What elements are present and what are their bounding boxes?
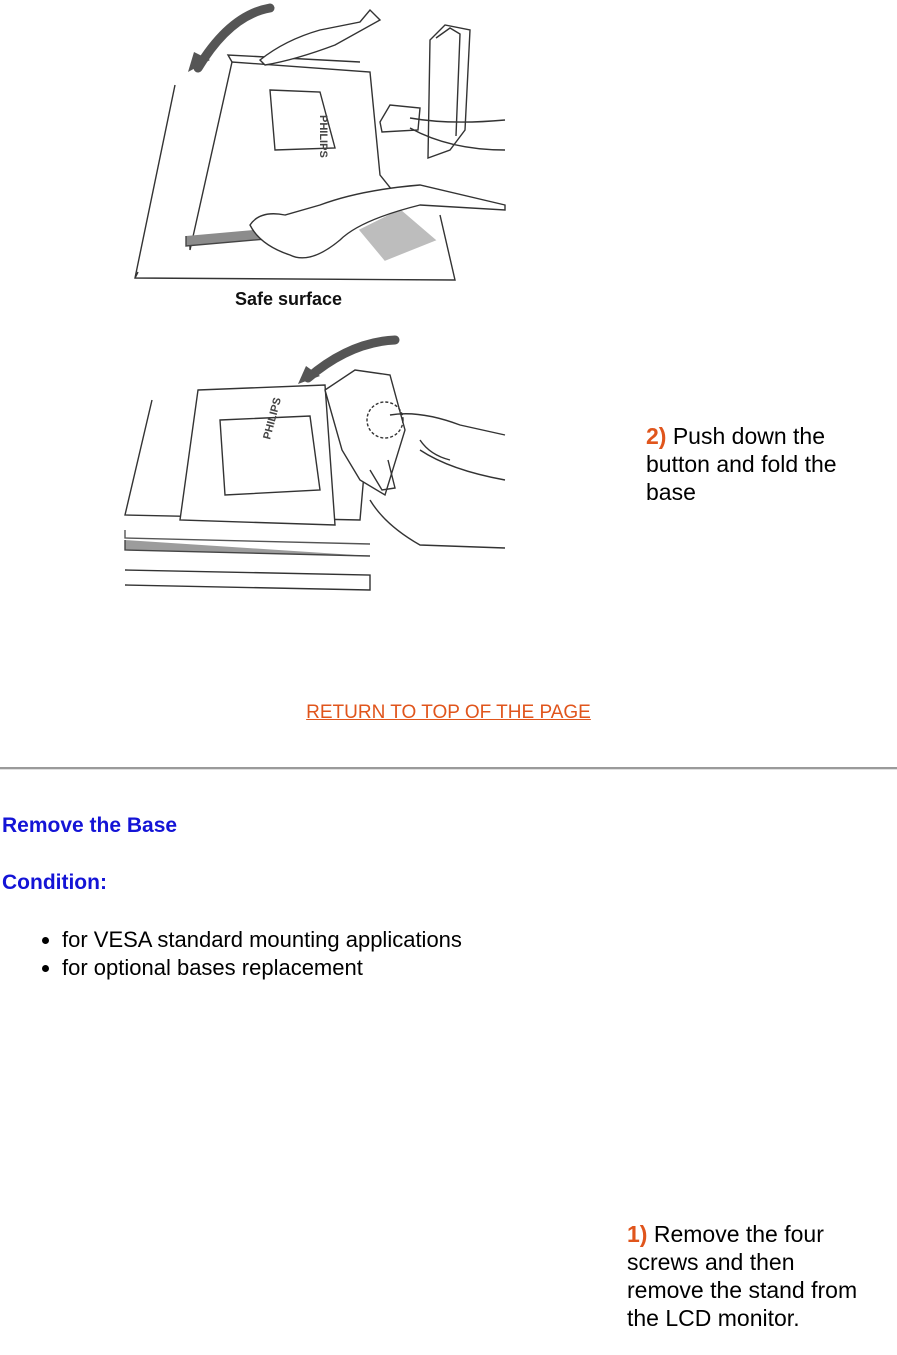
section-title: Remove the Base xyxy=(2,814,178,837)
conditions-list xyxy=(30,926,462,982)
fold-base-drawing xyxy=(120,330,520,600)
brand-logo-mid: PHILIPS xyxy=(261,396,284,441)
step-2-number: 2) xyxy=(646,423,667,449)
step-1-description: Remove the four screws and then remove the stand from the LCD monitor. xyxy=(627,1221,858,1331)
monitor-on-surface-drawing xyxy=(120,0,520,320)
illustration-lay-monitor xyxy=(120,0,520,320)
list-item: • for VESA standard mounting applications xyxy=(62,926,462,954)
safe-surface-caption: Safe surface xyxy=(235,289,343,309)
section-divider xyxy=(0,767,897,770)
illustration-fold-base xyxy=(120,330,520,600)
return-to-top-link[interactable]: RETURN TO TOP OF THE PAGE xyxy=(306,702,591,723)
step-2-text xyxy=(646,422,876,506)
condition-label: Condition: xyxy=(2,871,107,894)
step-1-text xyxy=(627,1220,867,1332)
step-1-number: 1) xyxy=(627,1221,648,1247)
step-2-description: Push down the button and fold the base xyxy=(646,423,837,505)
brand-logo-top: PHILIPS xyxy=(317,115,329,158)
list-item: • for optional bases replacement xyxy=(62,954,462,982)
